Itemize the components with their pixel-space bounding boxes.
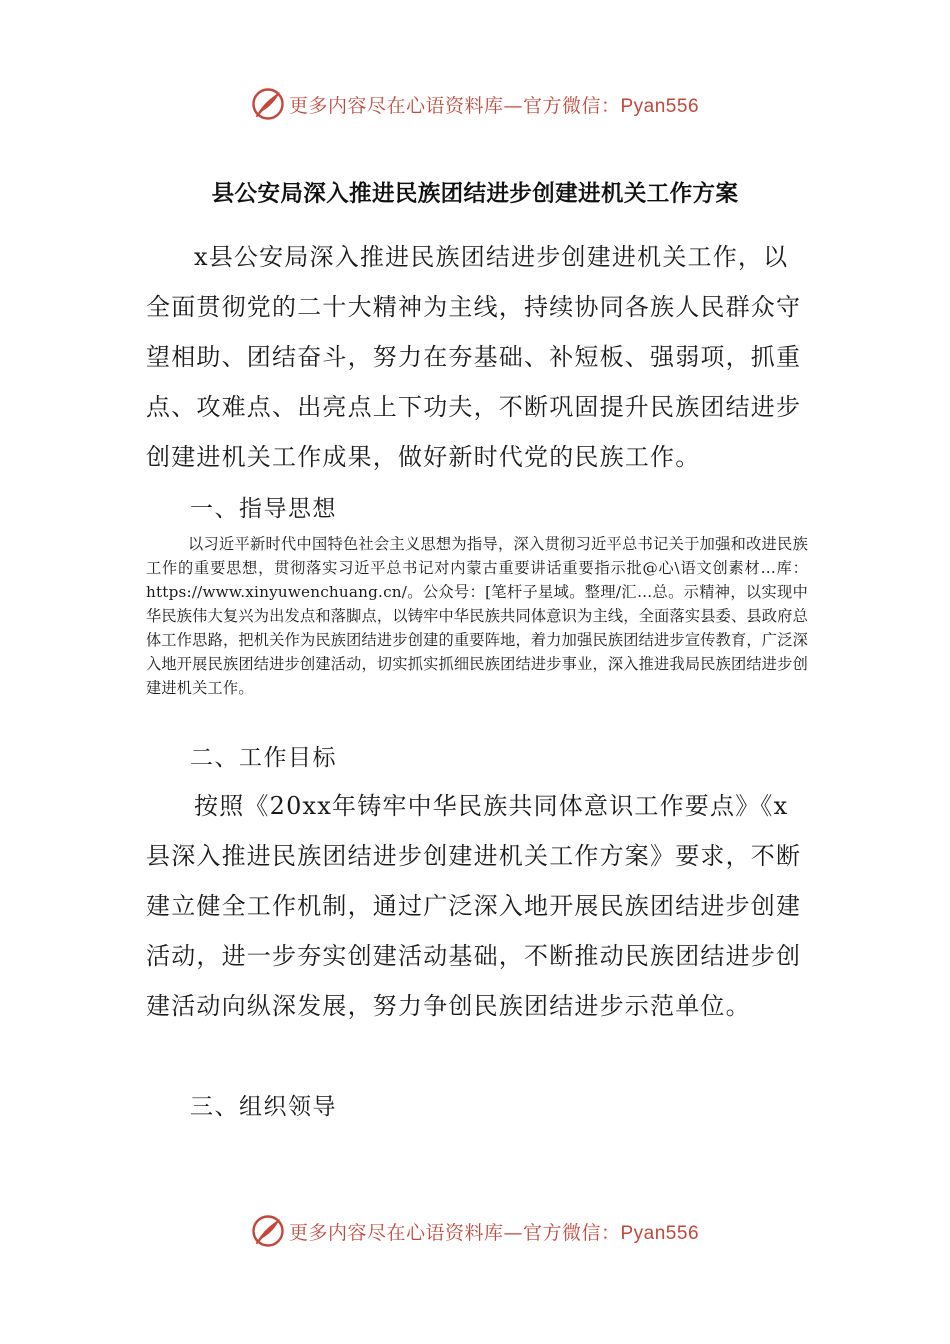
wechat-id: Pyan556 [620, 1222, 700, 1244]
section-heading-guiding-ideology: 一、指导思想 [190, 496, 337, 522]
guiding-ideology-paragraph: 以习近平新时代中国特色社会主义思想为指导，深入贯彻习近平总书记关于加强和改进民族工作的重要思想，贯彻落实习近平总书记对内蒙古重要讲话重要指示批@心\语文创素材…库：https://www.xinyuwenchuang.cn/。公众号：[笔杆子星域。整理/汇…总。示精神，以实现中华民族伟大复兴为出发点和落脚点，以铸牢中华民族共同体意识为主线，全面落实县委、县政府总体工作思路，把机关作为民族团结进步创建的重要阵地，着力加强民族团结进步宣传教育，广泛深入地开展民族团结进步创建活动，切实抓实抓细民族团结进步事业，深入推进我局民族团结进步创建进机关工作。 [146, 535, 808, 697]
banner-text: 更多内容尽在心语资料库—官方微信：Pyan556 [288, 94, 700, 117]
quill-logo-icon [251, 1214, 285, 1248]
work-goals-paragraph: 按照《20xx年铸牢中华民族共同体意识工作要点》《x县深入推进民族团结进步创建进机关工作方案》要求，不断建立健全工作机制，通过广泛深入地开展民族团结进步创建活动，进一步夯实创建活动基础，不断推动民族团结进步创建活动向纵深发展，努力争创民族团结进步示范单位。 [146, 792, 802, 1020]
wechat-id: Pyan556 [620, 95, 700, 117]
intro-paragraph: x县公安局深入推进民族团结进步创建进机关工作，以全面贯彻党的二十大精神为主线，持续协同各族人民群众守望相助、团结奋斗，努力在夯基础、补短板、强弱项，抓重点、攻难点、出亮点上下功夫，不断巩固提升民族团结进步创建进机关工作成果，做好新时代党的民族工作。 [146, 243, 802, 471]
section-heading-organization: 三、组织领导 [190, 1094, 337, 1120]
quill-logo-icon [251, 87, 285, 121]
header-banner [0, 84, 950, 124]
section-heading-work-goals: 二、工作目标 [190, 745, 337, 771]
footer-banner [0, 1211, 950, 1251]
document-title: 县公安局深入推进民族团结进步创建进机关工作方案 [211, 181, 739, 207]
banner-text: 更多内容尽在心语资料库—官方微信：Pyan556 [288, 1221, 700, 1244]
